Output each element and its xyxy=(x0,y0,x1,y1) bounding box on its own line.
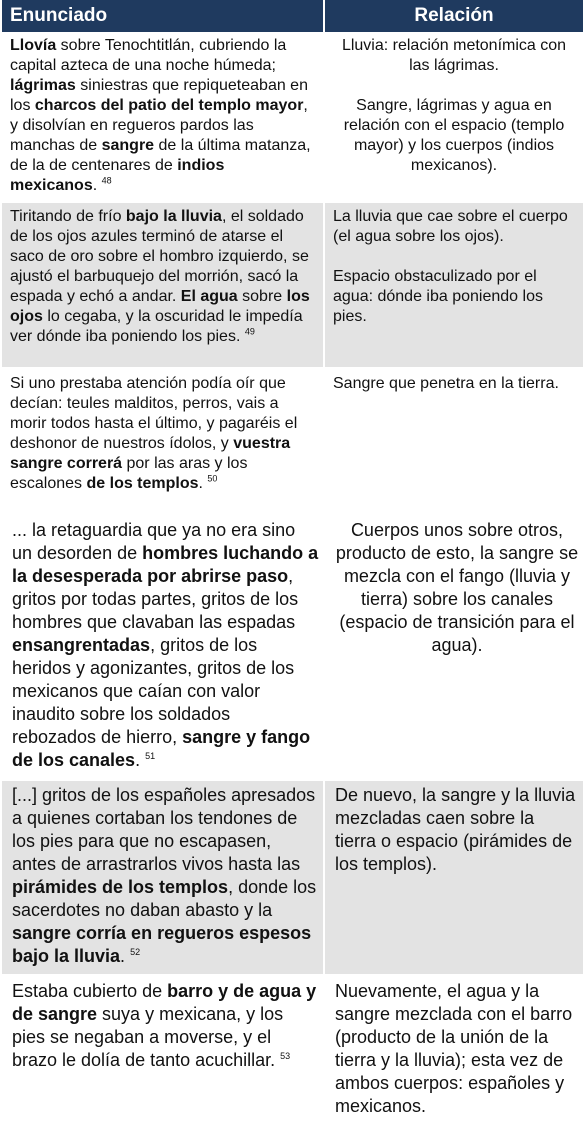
relacion-cell xyxy=(324,369,584,515)
emphasized-text: lágrimas xyxy=(10,77,76,94)
text-run: . xyxy=(135,750,146,770)
footnote-ref: 52 xyxy=(130,947,141,957)
text-run: ... la retaguardia que ya no era sino un desorden de xyxy=(12,520,296,563)
relacion-paragraph: De nuevo, la sangre y la lluvia mezcladas caen sobre la tierra o espacio (pirámides de los templos). xyxy=(335,785,576,874)
emphasized-text: sangre corría en regueros espesos bajo la lluvia xyxy=(12,923,312,966)
enunciado-cell xyxy=(2,202,324,369)
emphasized-text: charcos del patio del templo mayor xyxy=(34,97,304,114)
text-run: sobre xyxy=(237,288,287,305)
text-run: sobre Tenochtitlán, cubriendo la capital azteca de una noche húmeda; xyxy=(10,37,287,74)
emphasized-text: indios mexicanos xyxy=(10,157,225,194)
text-run: , gritos de los heridos y agonizantes, gritos de los mexicanos que caían con valor inaudito sobre los soldados rebozados de hierro, xyxy=(12,635,295,747)
text-run: suya y mexicana, y los pies se negaban a moverse, y el brazo le dolía de tanto acuchillar. xyxy=(12,1004,284,1070)
emphasized-text: El agua xyxy=(180,288,238,305)
text-run: de la última matanza, de la de centenares de xyxy=(10,137,311,174)
relacion-cell xyxy=(324,32,584,202)
table-row xyxy=(2,369,584,515)
text-run: siniestras que repiqueteaban en los xyxy=(10,77,308,114)
analysis-table xyxy=(2,0,585,1127)
table-row xyxy=(2,202,584,369)
footnote-ref: 48 xyxy=(101,175,112,186)
table-row xyxy=(2,976,584,1126)
table-row xyxy=(2,515,584,780)
relacion-paragraph: Cuerpos unos sobre otros, producto de esto, la sangre se mezcla con el fango (lluvia y tierra) sobre los canales (espacio de transición para el agua). xyxy=(335,520,579,655)
relacion-cell xyxy=(324,976,584,1126)
text-run: , el soldado de los ojos azules terminó de atarse el saco de oro sobre el hombro izquierdo, se ajustó el barbuquejo del morrión, sacó la espada y echó a andar. xyxy=(10,208,309,305)
relacion-cell xyxy=(324,515,584,780)
text-run: , gritos por todas partes, gritos de los hombres que clavaban las espadas xyxy=(12,566,299,632)
relacion-cell xyxy=(324,202,584,369)
relacion-paragraph: Sangre que penetra en la tierra. xyxy=(333,375,559,392)
text-run: . xyxy=(198,475,208,492)
relacion-paragraph: Espacio obstaculizado por el agua: dónde iba poniendo los pies. xyxy=(333,268,543,325)
enunciado-cell xyxy=(2,515,324,780)
text-run: Estaba cubierto de xyxy=(12,981,168,1001)
relacion-paragraph: Nuevamente, el agua y la sangre mezclada con el barro (producto de la unión de la tierra y la lluvia); esta vez de ambos cuerpos: españoles y mexicanos. xyxy=(335,981,573,1116)
emphasized-text: sangre xyxy=(101,137,155,154)
enunciado-cell xyxy=(2,32,324,202)
text-run: [...] gritos de los españoles apresados a quienes cortaban los tendones de los pies para que no escapasen, antes de arrastrarlos vivos hasta las xyxy=(12,785,316,874)
relacion-paragraph: La lluvia que cae sobre el cuerpo (el agua sobre los ojos). xyxy=(333,208,568,245)
emphasized-text: vuestra sangre correrá xyxy=(10,435,291,472)
relacion-paragraph: Lluvia: relación metonímica con las lágrimas. xyxy=(341,37,567,74)
emphasized-text: hombres luchando a la desesperada por abrirse paso xyxy=(12,543,319,586)
footnote-ref: 53 xyxy=(280,1051,291,1061)
table-row xyxy=(2,780,584,976)
footnote-ref: 49 xyxy=(244,326,255,337)
emphasized-text: barro y de agua y de sangre xyxy=(12,981,317,1024)
header-relacion: Relación xyxy=(324,0,584,32)
text-run: por las aras y los escalones xyxy=(10,455,248,492)
footnote-ref: 50 xyxy=(207,473,218,484)
emphasized-text: Llovía xyxy=(10,37,57,54)
text-run: . xyxy=(92,177,102,194)
emphasized-text: sangre y fango de los canales xyxy=(12,727,311,770)
emphasized-text: ensangrentadas xyxy=(12,635,151,655)
enunciado-cell xyxy=(2,780,324,976)
emphasized-text: pirámides de los templos xyxy=(12,877,229,897)
table-row xyxy=(2,32,584,202)
footnote-ref: 51 xyxy=(145,751,156,761)
enunciado-cell xyxy=(2,976,324,1126)
table-header-row xyxy=(2,0,584,32)
enunciado-cell xyxy=(2,369,324,515)
text-run: Tiritando de frío xyxy=(10,208,126,225)
text-run: Si uno prestaba atención podía oír que decían: teules malditos, perros, vais a morir todos hasta el último, y pagaréis el deshonor de nuestros ídolos, y xyxy=(10,375,298,452)
text-run: , donde los sacerdotes no daban abasto y la xyxy=(12,877,317,920)
header-enunciado: Enunciado xyxy=(2,0,324,32)
emphasized-text: los ojos xyxy=(10,288,310,325)
emphasized-text: de los templos xyxy=(86,475,199,492)
text-run: lo cegaba, y la oscuridad le impedía ver dónde iba poniendo los pies. xyxy=(10,308,303,345)
relacion-paragraph: Sangre, lágrimas y agua en relación con el espacio (templo mayor) y los cuerpos (indios mexicanos). xyxy=(343,97,565,174)
text-run: , y disolvían en regueros pardos las manchas de xyxy=(10,97,308,154)
relacion-cell xyxy=(324,780,584,976)
emphasized-text: bajo la lluvia xyxy=(125,208,222,225)
text-run: . xyxy=(120,946,131,966)
